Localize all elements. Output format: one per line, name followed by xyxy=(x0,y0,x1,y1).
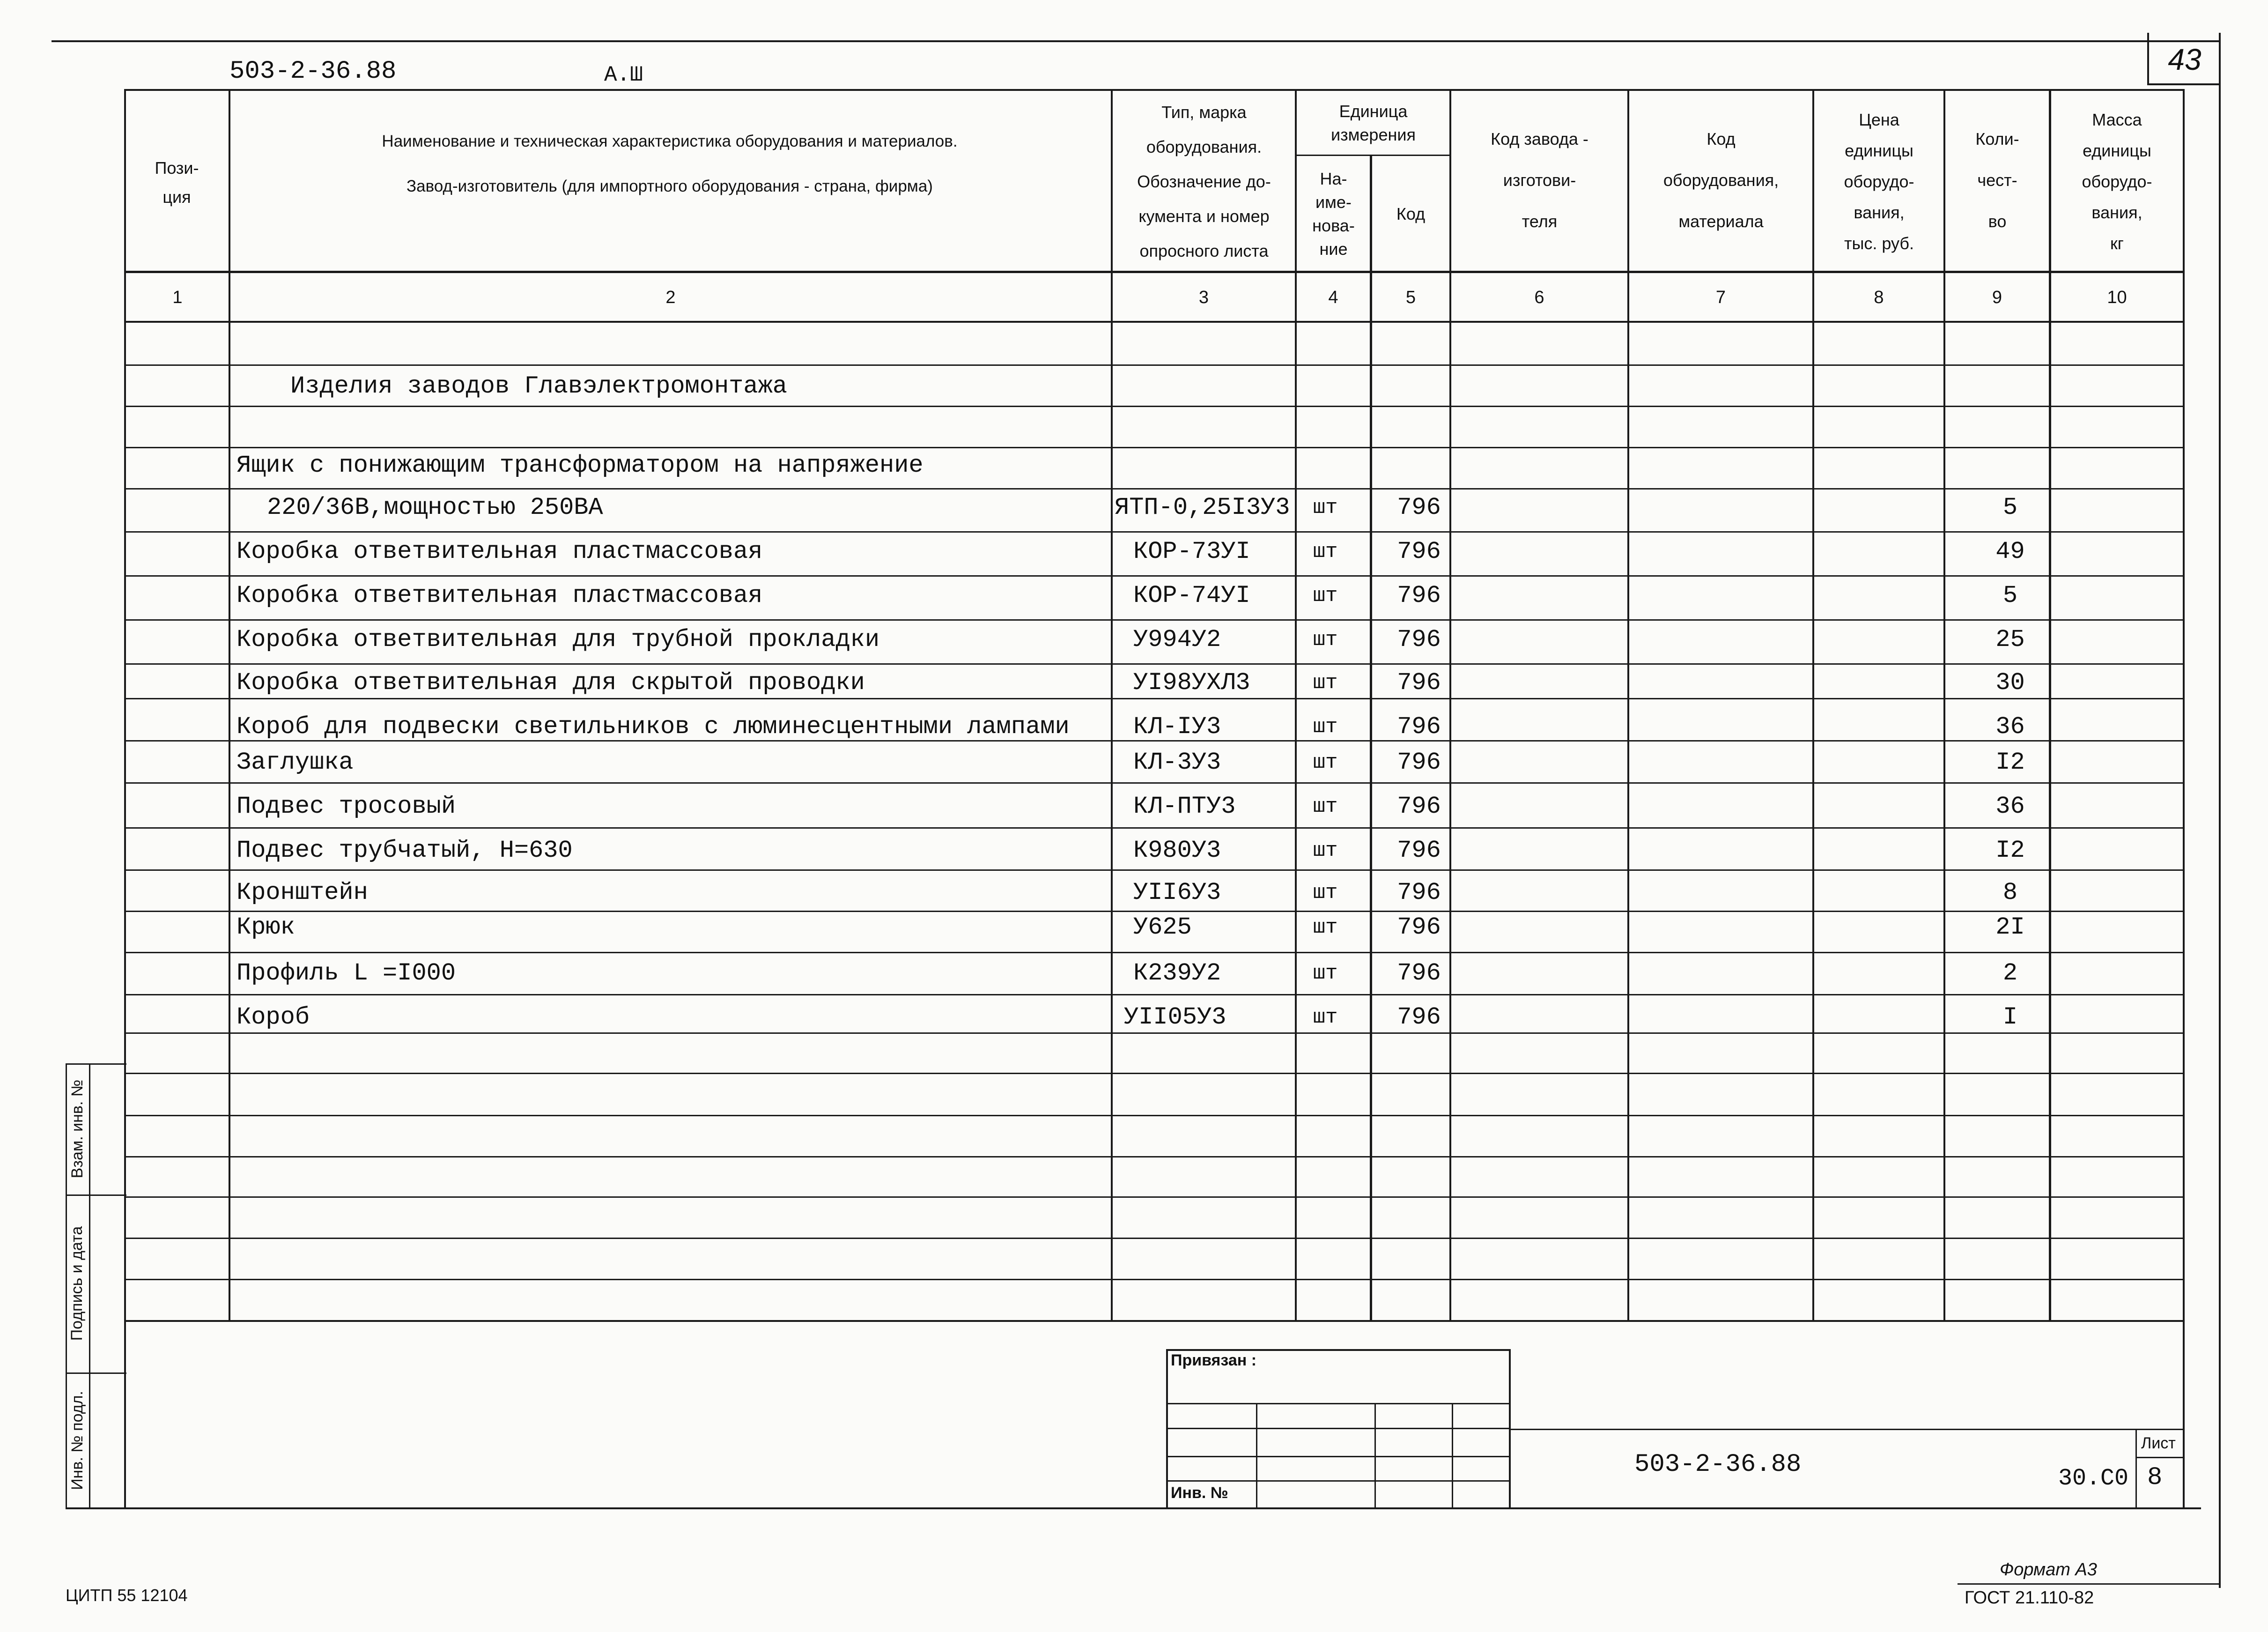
col-number-5: 5 xyxy=(1405,287,1416,307)
header-quantity: Коли- чест- во xyxy=(1975,129,2019,231)
col-number-9: 9 xyxy=(1992,287,2002,307)
header-equipment-code: Код оборудования, материала xyxy=(1663,129,1779,231)
page-box-bottom xyxy=(2147,83,2221,85)
list-label: Лист xyxy=(2141,1434,2176,1452)
col-number-2: 2 xyxy=(665,287,676,307)
footer-line xyxy=(1958,1583,2220,1585)
inv-label: Инв. № xyxy=(1171,1484,1228,1502)
top-border xyxy=(52,40,2221,42)
footer-left: ЦИТП 55 12104 xyxy=(66,1586,188,1605)
page-number: 43 xyxy=(2168,43,2202,76)
label-podpis: Подпись и дата xyxy=(68,1226,86,1341)
header-unit-group: Единица измерения xyxy=(1331,101,1416,144)
header-name: Наименование и техническая характеристика оборудования и материалов. Завод-изготовитель (для импортного оборудования - страна, фирма) xyxy=(382,132,958,195)
footer-gost: ГОСТ 21.110-82 xyxy=(1965,1588,2094,1608)
page-box-left xyxy=(2147,33,2149,84)
header-price: Цена единицы оборудо- вания, тыс. руб. xyxy=(1844,110,1914,253)
col-number-10: 10 xyxy=(2107,287,2127,307)
left-frame-line xyxy=(124,89,126,1508)
label-inv-podl: Инв. № подл. xyxy=(68,1391,86,1490)
header-type: Тип, марка оборудования. Обозначение до- кумента и номер опросного листа xyxy=(1137,102,1271,260)
header-unit-name: На- име- нова- ние xyxy=(1312,169,1355,259)
list-number: 8 xyxy=(2147,1463,2163,1492)
album-label: А.Ш xyxy=(604,63,643,87)
header-maker-code: Код завода - изготови- теля xyxy=(1491,129,1588,231)
col-number-7: 7 xyxy=(1715,287,1726,307)
col-number-4: 4 xyxy=(1328,287,1338,307)
album-sheet: 30.С0 xyxy=(2058,1465,2129,1492)
bottom-frame-line xyxy=(66,1507,2201,1509)
footer-format: Формат А3 xyxy=(2000,1560,2097,1580)
col-number-8: 8 xyxy=(1874,287,1884,307)
right-border xyxy=(2219,33,2221,1588)
doc-code-bottom: 503-2-36.88 xyxy=(1634,1450,1802,1479)
doc-code-top: 503-2-36.88 xyxy=(229,57,397,86)
col-number-1: 1 xyxy=(172,287,183,307)
section-title: Изделия заводов Главэлектромонтажа xyxy=(290,372,787,400)
label-vzam: Взам. инв. № xyxy=(68,1079,86,1179)
privyazan-label: Привязан : xyxy=(1171,1351,1257,1369)
header-mass: Масса единицы оборудо- вания, кг xyxy=(2082,110,2152,253)
col-number-3: 3 xyxy=(1198,287,1209,307)
col-number-6: 6 xyxy=(1534,287,1544,307)
header-unit-code: Код xyxy=(1396,204,1426,223)
header-position: Пози- ция xyxy=(155,158,199,207)
